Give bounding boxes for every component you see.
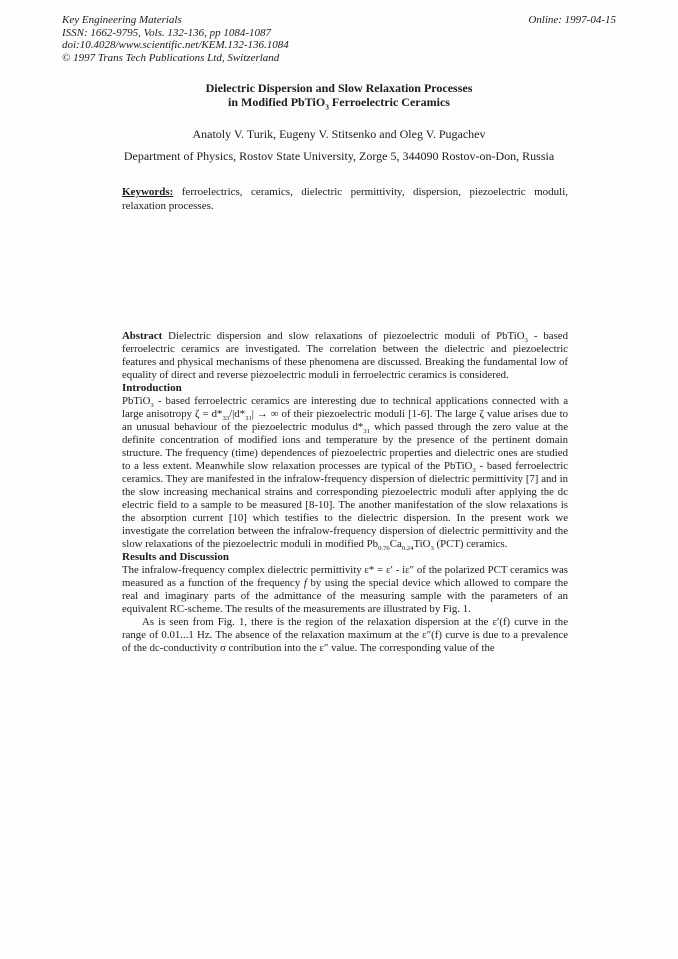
results-paragraph-2: As is seen from Fig. 1, there is the region of the relaxation dispersion at the ε′(f) curve in the range of 0.01...1 Hz. The absence of the relaxation maximum at the ε″(f) curve is due to a prevalence of the dc-conductivity σ contribution into the ε″ value. The corresponding value of the bbox=[122, 616, 568, 654]
keywords-block bbox=[122, 186, 568, 213]
abstract-text: Dielectric dispersion and slow relaxations of piezoelectric moduli of PbTiO$_3$ - based ferroelectric ceramics are investigated. The correlation between the dielectric and piezoelectric features and physical mechanisms of these phenomena are discussed. Breaking the fundamental low of equality of direct and reverse piezoelectric moduli in ferroelectric ceramics is considered. bbox=[122, 330, 568, 381]
online-date: Online: 1997-04-15 bbox=[528, 14, 616, 26]
keywords-text: ferroelectrics, ceramics, dielectric permittivity, dispersion, piezoelectric moduli, relaxation processes. bbox=[122, 186, 568, 212]
copyright-line: © 1997 Trans Tech Publications Ltd, Switzerland bbox=[62, 51, 280, 64]
paper-title-line1: Dielectric Dispersion and Slow Relaxation Processes bbox=[205, 81, 473, 95]
introduction-heading: Introduction bbox=[122, 382, 182, 394]
affiliation-line: Department of Physics, Rostov State University, Zorge 5, 344090 Rostov-on-Don, Russia bbox=[123, 149, 555, 163]
abstract-paragraph bbox=[122, 330, 568, 382]
doi-line: doi:10.4028/www.scientific.net/KEM.132-136.1084 bbox=[62, 39, 289, 52]
paper-title-line2: in Modified PbTiO$_3$ Ferroelectric Ceramics bbox=[228, 94, 450, 111]
results-heading: Results and Discussion bbox=[122, 551, 229, 563]
authors-line: Anatoly V. Turik, Eugeny V. Stitsenko and Oleg V. Pugachev bbox=[192, 127, 486, 141]
results-paragraph-1: The infralow-frequency complex dielectric permittivity ε* = ε′ - iε″ of the polarized PCT ceramics was measured as a function of the frequency f by using the special device which allowed to compare the real and imaginary parts of the admittance of the measuring sample with the parameters of an equivalent RC-scheme. The results of the measurements are illustrated by Fig. 1. bbox=[122, 564, 568, 615]
article-body bbox=[122, 330, 568, 655]
journal-name: Key Engineering Materials bbox=[62, 14, 182, 26]
keywords-label: Keywords: bbox=[122, 186, 174, 198]
introduction-paragraph: PbTiO$_3$ - based ferroelectric ceramics are interesting due to technical applications connected with a large anisotropy $\zeta = d*_{33}/|d*_{31}|$ → ∞ of their piezoelectric moduli [1-6]. The large ζ value arises due to an unusual behaviour of the piezoelectric modulus $d*_{31}$ which passed through the zero value at the definite concentration of modified ions and temperature by the presence of the pertinent domain structure. The frequency (time) dependences of piezoelectric properties and dielectric ones are studied to a less extent. Meanwhile slow relaxation processes are typical of the PbTiO$_3$ - based ferroelectric ceramics. They are manifested in the infralow-frequency dispersion of dielectric permittivity [7] and in the slow increasing mechanical strains and corresponding piezoelectric moduli after applying the dc electric field to a sample to be measured [8-10]. The another manifestation of the slow relaxations is the absorption current [10] which testifies to the dielectric dispersion. In the present work we investigate the correlation between the infralow-frequency dispersion of dielectric permittivity and the slow relaxations of the piezoelectric moduli in modified $Pb_{0.76}Ca_{0.24}TiO_3$ (PCT) ceramics. bbox=[122, 395, 569, 553]
issn-line: ISSN: 1662-9795, Vols. 132-136, pp 1084-1087 bbox=[62, 26, 271, 39]
abstract-label: Abstract bbox=[122, 330, 163, 342]
paper-title bbox=[0, 82, 678, 109]
journal-header-block bbox=[62, 14, 289, 64]
